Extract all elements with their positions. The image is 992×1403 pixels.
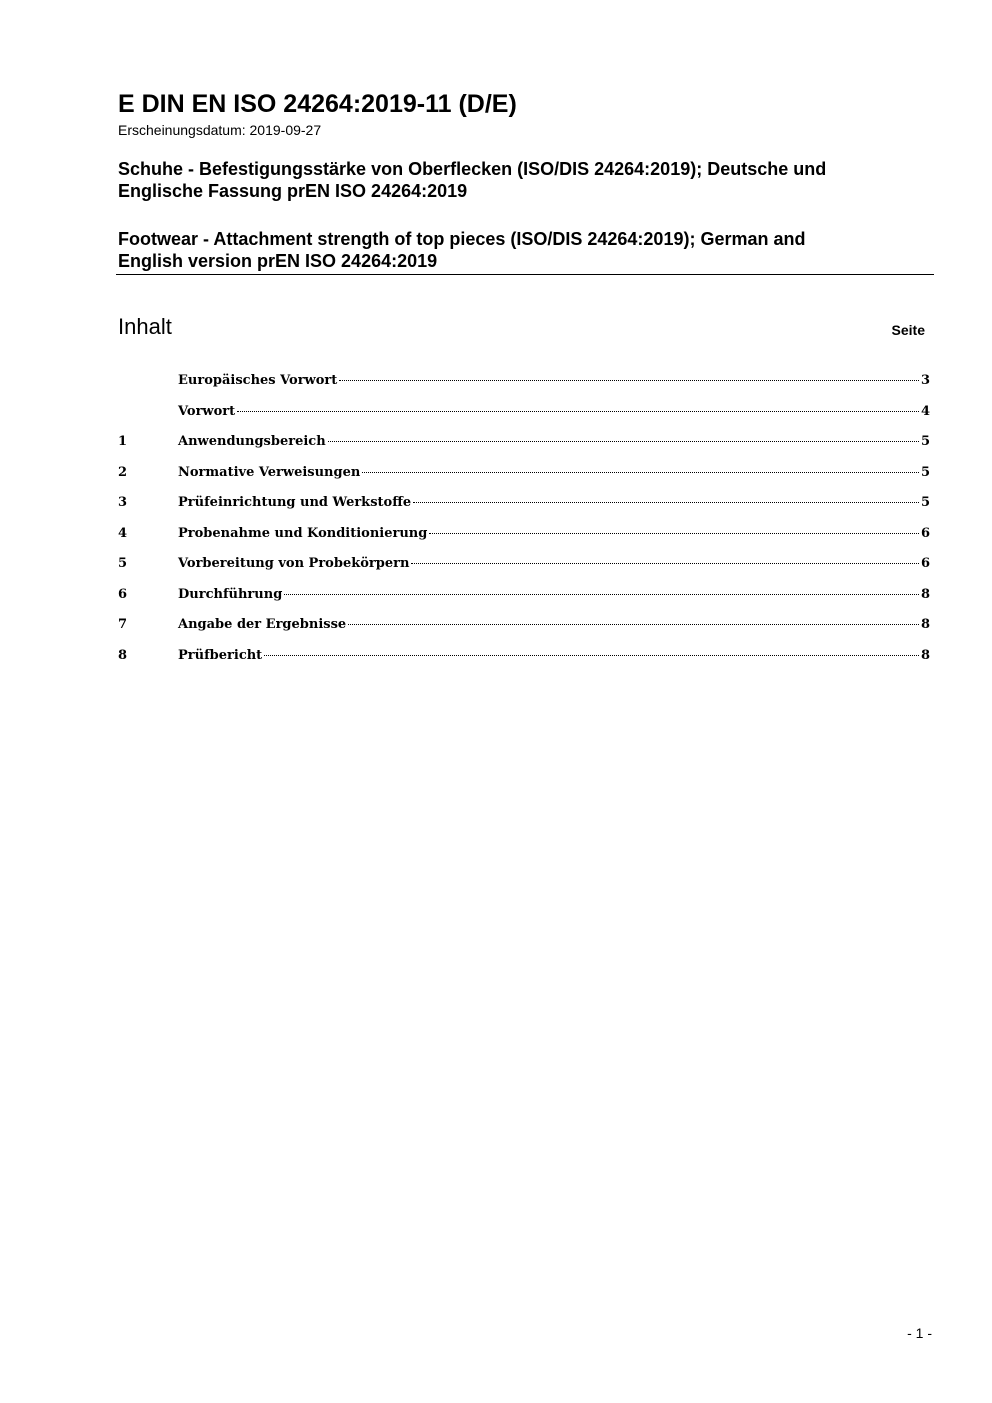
toc-entry-title: Angabe der Ergebnisse <box>178 617 347 632</box>
toc-entry-page: 8 <box>920 586 930 602</box>
title-english <box>118 228 928 272</box>
toc-dot-leader <box>413 502 919 503</box>
toc-dot-leader <box>328 441 919 442</box>
toc-entry-number: 8 <box>118 647 128 663</box>
toc-entry-page: 5 <box>920 464 930 480</box>
toc-entry[interactable] <box>118 462 930 493</box>
toc-entry[interactable] <box>118 553 930 584</box>
toc-entry-number: 6 <box>118 586 128 602</box>
toc-dot-leader <box>362 472 919 473</box>
toc-entry[interactable] <box>118 370 930 401</box>
toc-entry[interactable] <box>118 431 930 462</box>
toc-entry-page: 3 <box>920 373 930 388</box>
title-german-line: Englische Fassung prEN ISO 24264:2019 <box>118 181 468 201</box>
toc-entry-title: Prüfbericht <box>178 647 263 663</box>
table-of-contents <box>118 370 930 675</box>
toc-entry[interactable] <box>118 492 930 523</box>
publication-date: Erscheinungsdatum: 2019-09-27 <box>118 122 322 138</box>
toc-entry[interactable] <box>118 523 930 554</box>
title-german-line: Schuhe - Befestigungsstärke von Oberflecken (ISO/DIS 24264:2019); Deutsche und <box>118 159 827 179</box>
toc-entry-title: Vorbereitung von Probekörpern <box>178 556 410 571</box>
toc-entry[interactable] <box>118 401 930 432</box>
toc-entry-number: 3 <box>118 495 128 510</box>
toc-dot-leader <box>264 655 919 656</box>
toc-entry-title: Anwendungsbereich <box>178 434 326 449</box>
toc-dot-leader <box>429 533 919 534</box>
toc-entry-number: 7 <box>118 617 128 632</box>
document-id: E DIN EN ISO 24264:2019-11 (D/E) <box>118 90 517 118</box>
toc-entry-page: 4 <box>920 403 930 419</box>
toc-entry-page: 8 <box>920 617 930 632</box>
toc-heading: Inhalt <box>118 314 172 339</box>
toc-entry-page: 5 <box>920 495 930 510</box>
toc-dot-leader <box>348 624 919 625</box>
toc-entry-number: 4 <box>118 525 128 541</box>
title-german <box>118 158 928 202</box>
toc-entry-title: Vorwort <box>178 403 236 419</box>
toc-dot-leader <box>339 380 919 381</box>
toc-page-column-label: Seite <box>891 322 925 338</box>
toc-dot-leader <box>237 411 919 412</box>
toc-entry-page: 5 <box>920 434 930 449</box>
title-english-line: English version prEN ISO 24264:2019 <box>118 251 438 271</box>
toc-entry-number: 5 <box>118 556 128 571</box>
toc-entry-page: 6 <box>920 556 930 571</box>
toc-entry[interactable] <box>118 584 930 615</box>
toc-entry[interactable] <box>118 614 930 645</box>
toc-entry-title: Prüfeinrichtung und Werkstoffe <box>178 495 412 510</box>
toc-entry-title: Europäisches Vorwort <box>178 373 338 388</box>
toc-entry-title: Durchführung <box>178 586 283 602</box>
header-divider <box>116 274 934 275</box>
page-number: - 1 - <box>907 1325 932 1341</box>
toc-dot-leader <box>284 594 919 595</box>
toc-entry-title: Probenahme und Konditionierung <box>178 525 428 541</box>
toc-entry-number: 2 <box>118 464 128 480</box>
toc-entry-page: 6 <box>920 525 930 541</box>
toc-entry-number: 1 <box>118 434 128 449</box>
title-english-line: Footwear - Attachment strength of top pieces (ISO/DIS 24264:2019); German and <box>118 229 806 249</box>
toc-entry-title: Normative Verweisungen <box>178 464 361 480</box>
toc-entry-page: 8 <box>920 647 930 663</box>
toc-dot-leader <box>411 563 919 564</box>
toc-entry[interactable] <box>118 645 930 676</box>
